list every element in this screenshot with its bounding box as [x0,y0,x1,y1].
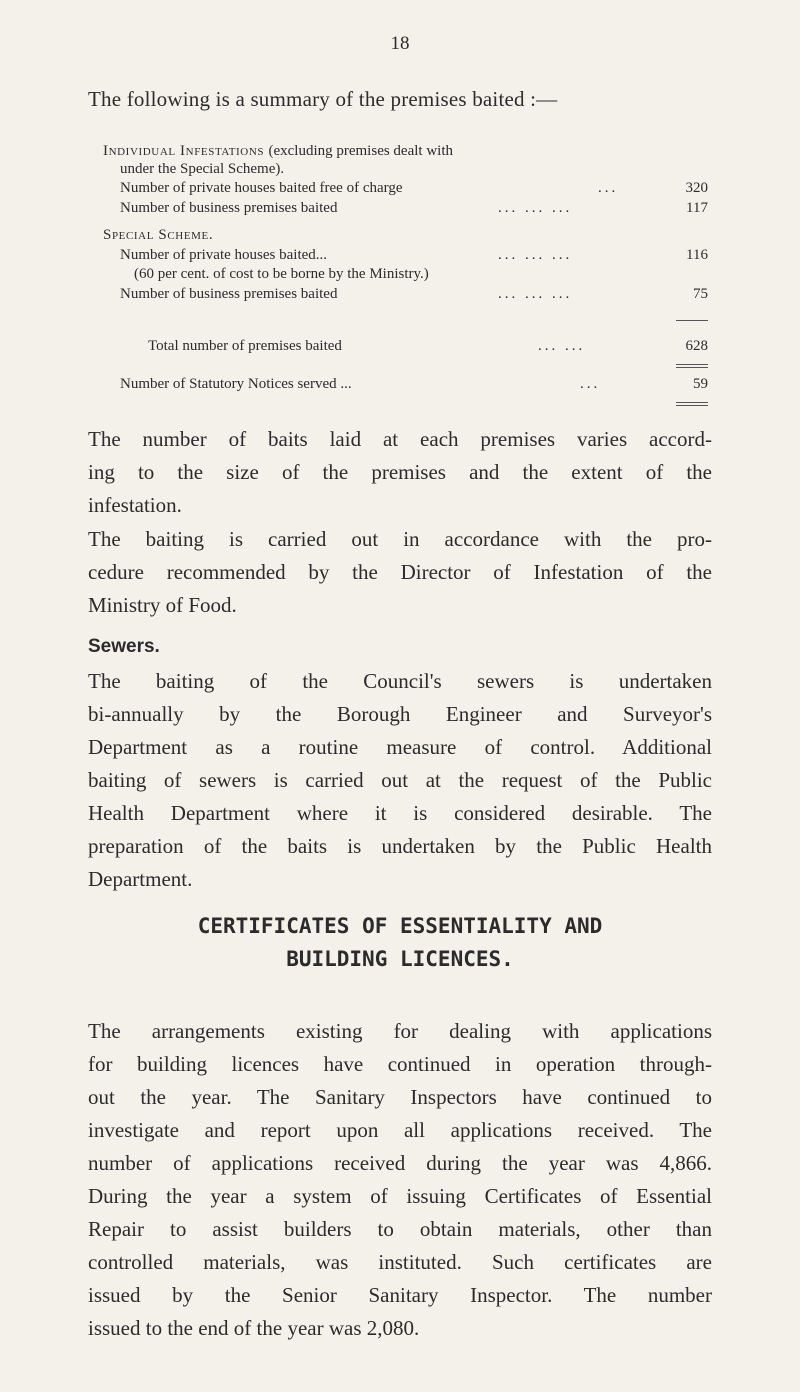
row-special-private-dots: ... ... ... [498,247,573,263]
individual-heading-text: Individual Infestations [103,143,265,159]
row-private-free-label: Number of private houses baited free of charge [120,180,403,196]
notices-double-rule-bottom [676,405,708,406]
notices-value: 59 [693,376,708,392]
paragraph-line: The number of baits laid at each premises varies accord- [88,427,712,451]
paragraph-line: Department. [88,867,193,891]
paragraph-line: controlled materials, was instituted. Such certificates are [88,1250,712,1274]
paragraph-line: Department as a routine measure of control. Additional [88,735,712,759]
paragraph-line: The baiting of the Council's sewers is undertaken [88,669,712,693]
summary-intro: The following is a summary of the premises baited :— [88,87,558,111]
notices-dots: ... [580,376,601,392]
certificates-heading-line-1: CERTIFICATES OF ESSENTIALITY AND [197,914,603,938]
paragraph-line: ing to the size of the premises and the extent of the [88,460,712,484]
paragraph-line: bi-annually by the Borough Engineer and Surveyor's [88,702,712,726]
paragraph-line: During the year a system of issuing Certificates of Essential [88,1184,712,1208]
paragraph-line: issued to the end of the year was 2,080. [88,1316,420,1340]
page-number: 18 [390,33,410,54]
paragraph-line: investigate and report upon all applications received. The [88,1118,712,1142]
total-dots: ... ... [538,338,586,354]
individual-note-2: under the Special Scheme). [120,161,285,177]
row-business-value: 117 [686,200,708,216]
special-scheme-note: (60 per cent. of cost to be borne by the Ministry.) [134,266,429,282]
paragraph-line: out the year. The Sanitary Inspectors have continued to [88,1085,712,1109]
paragraph-line: preparation of the baits is undertaken by the Public Health [88,834,712,858]
paragraph-line: Ministry of Food. [88,593,237,617]
total-label: Total number of premises baited [148,338,342,354]
paragraph-building-licences [88,1015,712,1345]
special-scheme-heading: Special Scheme. [103,227,214,243]
individual-note-1: (excluding premises dealt with [268,143,454,159]
individual-infestations-heading [103,143,453,160]
paragraph-line: The arrangements existing for dealing with applications [88,1019,712,1043]
paragraph-baits-per-premises [88,423,712,522]
certificates-heading-line-2: BUILDING LICENCES. [286,947,514,971]
paragraph-line: Repair to assist builders to obtain materials, other than [88,1217,712,1241]
row-special-private-label: Number of private houses baited... [120,247,328,263]
paragraph-line: Health Department where it is considered desirable. The [88,801,712,825]
row-private-free-dots: ... [598,180,619,196]
total-double-rule-bottom [676,367,708,368]
notices-label: Number of Statutory Notices served ... [120,376,352,392]
notices-double-rule-top [676,402,708,403]
row-special-business-dots: ... ... ... [498,286,573,302]
row-special-private-value: 116 [686,247,708,263]
paragraph-line: infestation. [88,493,182,517]
row-special-business-value: 75 [693,286,708,302]
paragraph-line: The baiting is carried out in accordance with the pro- [88,527,712,551]
total-double-rule-top [676,364,708,365]
paragraph-sewers [88,665,712,896]
row-private-free-value: 320 [685,180,708,196]
paragraph-line: for building licences have continued in operation through- [88,1052,712,1076]
paragraph-line: baiting of sewers is carried out at the request of the Public [88,768,712,792]
paragraph-line: number of applications received during the year was 4,866. [88,1151,712,1175]
row-business-dots: ... ... ... [498,200,573,216]
paragraph-line: cedure recommended by the Director of Infestation of the [88,560,712,584]
total-value: 628 [685,338,708,354]
row-business-label: Number of business premises baited [120,200,338,216]
sewers-heading: Sewers. [88,636,160,657]
paragraph-baiting-procedure [88,523,712,622]
row-special-business-label: Number of business premises baited [120,286,338,302]
paragraph-line: issued by the Senior Sanitary Inspector. The number [88,1283,712,1307]
total-rule [676,320,708,321]
